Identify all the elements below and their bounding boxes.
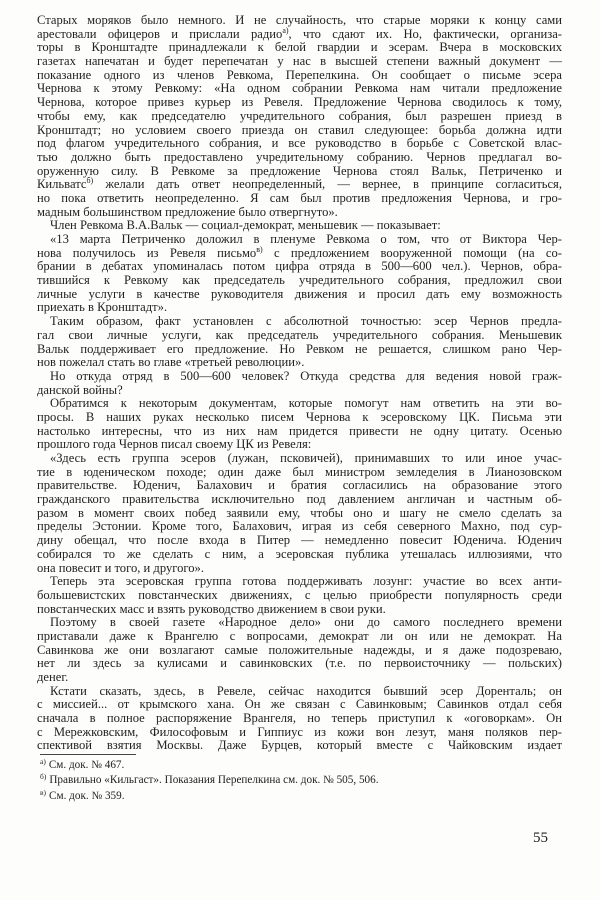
text-line: нов пожелал стать во главе «третьей революции». xyxy=(37,355,305,370)
text-line: Но откуда отряд в 500—600 человек? Откуда средства для ведения новой граж- xyxy=(50,368,562,383)
text-line: данской войны? xyxy=(37,382,123,397)
text-line: Старых моряков было немного. И не случайность, что старые моряки к концу сами xyxy=(37,13,562,27)
text-line: с миссией... от крымского хана. Он же связан с Савинковым; Савинков отдал себя xyxy=(37,697,562,712)
text-line: приставали даже к Врангелю с вопросами, демократ ли он или не демократ. На xyxy=(37,628,562,643)
footnote xyxy=(40,789,379,804)
text-line: оруженную силу. В Ревкоме за предложение Чернова стоял Вальк, Петриченко и xyxy=(37,163,562,178)
text-line: Кстати сказать, здесь, в Ревеле, сейчас находится бывший эсер Доренталь; он xyxy=(50,683,562,698)
paragraph xyxy=(37,616,562,684)
footnote-text: Правильно «Кильгаст». Показания Перепелкина см. док. № 505, 506. xyxy=(49,774,379,787)
footnote-divider xyxy=(40,754,136,755)
text-line: спективой взятия Москвы. Даже Бурцев, который вместе с Чайковским издает xyxy=(37,738,562,753)
text-line: Член Ревкома В.А.Вальк — социал-демократ, меньшевик — показывает: xyxy=(50,218,441,233)
text-line: правительстве. Юденич, Балахович и братия согласились на образование этого xyxy=(37,478,562,493)
paragraph xyxy=(37,315,562,370)
paragraph xyxy=(37,575,562,616)
text-line: разом в момент своих побед заявили ему, чтобы оно и шагу не смело сделать за xyxy=(37,505,562,520)
text-line: мадным большинством предложение было отвергнуто». xyxy=(37,204,338,219)
text-line: Чернова, которое привез курьер из Ревеля. Предложение Чернова сводилось к тому, xyxy=(37,95,562,110)
text-line: она повесит и того, и другого». xyxy=(37,560,205,575)
page-number: 55 xyxy=(533,830,548,846)
footnote-ref: б) xyxy=(86,176,94,186)
footnote-marker: б) xyxy=(40,772,47,782)
text-line: нет ли здесь за кулисами и савинковских (т.е. по первоисточнику — польских) xyxy=(37,656,562,671)
paragraph xyxy=(37,370,562,397)
text-line: просы. В наших руках несколько писем Чернова к эсеровскому ЦК. Письма эти xyxy=(37,409,562,424)
text-line: с Мережковским, Философовым и Гиппиус из кожи вон лезут, маня поляков пер- xyxy=(37,724,562,739)
text-line: под флагом учредительного собрания, и все руководство в борьбе с Советской влас- xyxy=(37,136,562,151)
paragraph xyxy=(37,219,562,233)
footnote-text: См. док. № 359. xyxy=(49,789,125,802)
body-text xyxy=(37,14,562,753)
text-line: Обратимся к некоторым документам, которые помогут нам ответить на эти во- xyxy=(50,396,562,411)
text-line: брании в дебатах упоминалась потом цифра отряда в 500—600 чел.). Чернов, обра- xyxy=(37,259,562,274)
footnote-text: См. док. № 467. xyxy=(48,759,125,771)
text-line: Кронштадт; но условием своего приезда он ставил следующее: борьба должна идти xyxy=(37,122,562,137)
footnote-marker: в) xyxy=(40,787,47,797)
paragraph xyxy=(37,14,562,219)
text-line: гал свои личные услуги, как председатель учредительного собрания. Меньшевик xyxy=(37,327,562,342)
text-line: Чернова к этому Ревкому: «На одном собрании Ревкома нам читали предложение xyxy=(37,81,562,96)
text-line: «Здесь есть группа эсеров (лужан, псковичей), принимавших то или иное учас- xyxy=(50,451,562,465)
footnote-marker: а) xyxy=(40,757,46,766)
footnote-ref: в) xyxy=(256,244,263,254)
footnotes xyxy=(40,758,379,804)
text-line: Кильватс$^{б)}$ желали дать ответ неопределенный, — вернее, в принципе согласиться, xyxy=(37,176,562,192)
text-line: но пока ответить неопределенно. Я сам был против предложения Чернова, и гро- xyxy=(37,190,562,205)
text-line: Поэтому в своей газете «Народное дело» они до самого последнего времени xyxy=(50,615,562,630)
footnote-ref: а) xyxy=(282,25,289,35)
text-line: сначала в полное распоряжение Врангеля, но теперь приступил к «оговоркам». Он xyxy=(37,711,562,726)
text-line: большевистских повстанческих движениях, с целью приобрести популярность среди xyxy=(37,587,562,602)
paragraph xyxy=(37,452,562,575)
text-line: газетах напечатан и будет перепечатан у нас в высшей степени важный документ — xyxy=(37,54,562,69)
text-line: чтобы ему, как председателю учредительного собрания, был разрешен приезд в xyxy=(37,108,562,123)
text-line: дину обещал, что после входа в Питер — немедленно повесит Юденича. Юденич xyxy=(37,533,562,548)
text-line: «13 марта Петриченко доложил в пленуме Ревкома о том, что от Виктора Чер- xyxy=(50,232,562,246)
text-line: тие в юденическом походе; один даже был министром земледелия в Лианозовском xyxy=(37,464,562,479)
text-line: приехать в Кронштадт». xyxy=(37,300,168,315)
text-line: гражданского правительства исключительно под давлением англичан и частным об- xyxy=(37,492,562,507)
text-line: прошлого года Чернов писал своему ЦК из Ревеля: xyxy=(37,437,312,452)
text-line: пределы Эстонии. Кроме того, Балахович, играя из себя северного Махно, под сур- xyxy=(37,519,562,534)
paragraph xyxy=(37,233,562,315)
paragraph xyxy=(37,685,562,753)
text-line: денег. xyxy=(37,670,69,684)
text-line: торы в Кронштадте принадлежали к белой гвардии и эсерам. Вчера в московских xyxy=(37,40,562,55)
text-line: собирался то же сделать с ним, а эсеровская публика утешалась иллюзиями, что xyxy=(37,546,562,561)
text-line: нова получилось из Ревеля письмо$^{в)}$ с предложением вооруженной помощи (на со- xyxy=(37,244,562,260)
text-line: Теперь эта эсеровская группа готова поддерживать лозунг: участие во всех анти- xyxy=(50,574,562,589)
text-line: тью должно быть предоставлено учредительному собранию. Чернов предлагал во- xyxy=(37,149,562,164)
text-line: личные услуги в качестве руководителя движения и просил дать ему возможность xyxy=(37,286,562,301)
paragraph xyxy=(37,397,562,452)
text-line: повстанческих масс и взять руководство движением в свои руки. xyxy=(37,601,386,616)
text-line: настолько интересны, что из них нам придется привести не одну цитату. Осенью xyxy=(37,423,562,438)
text-line: тившийся к Ревкому как председатель учредительного собрания, предложил свои xyxy=(37,273,562,288)
text-line: арестовали офицеров и прислали радио$^{а)}$, что сдают их. Но, фактически, организа- xyxy=(37,25,562,41)
text-line: Таким образом, факт установлен с абсолютной точностью: эсер Чернов предла- xyxy=(50,314,562,329)
footnote xyxy=(40,773,379,788)
text-line: показание одного из членов Ревкома, Перепелкина. Он сообщает о письме эсера xyxy=(37,67,562,82)
text-line: Савинкова же они возлагают самые положительные надежды, и я даже подозреваю, xyxy=(37,642,562,657)
text-line: Вальк поддерживает его предложение. Но Ревком не решается, слишком рано Чер- xyxy=(37,341,562,356)
footnote xyxy=(40,758,379,773)
